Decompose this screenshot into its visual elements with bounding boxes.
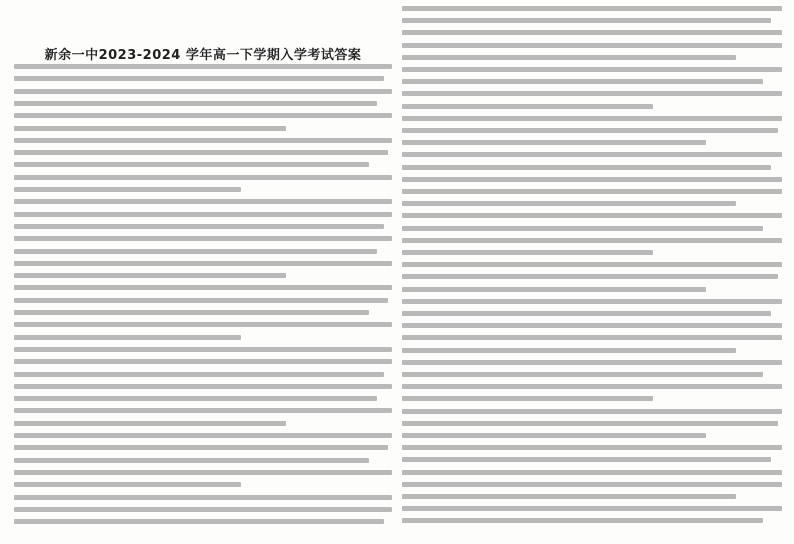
text-line-placeholder [14,150,388,155]
text-line-placeholder [14,126,286,131]
right-text-column [402,6,782,538]
text-line-placeholder [402,299,782,304]
text-line-placeholder [14,421,286,426]
text-line-placeholder [402,494,736,499]
text-line-placeholder [402,201,736,206]
text-line-placeholder [14,495,392,500]
text-line-placeholder [402,372,763,377]
text-line-placeholder [14,458,369,463]
text-line-placeholder [402,360,782,365]
text-line-placeholder [402,348,736,353]
text-line-placeholder [402,506,782,511]
text-line-placeholder [402,104,653,109]
text-line-placeholder [14,285,392,290]
text-line-placeholder [402,226,763,231]
text-line-placeholder [402,384,782,389]
text-line-placeholder [402,128,778,133]
text-line-placeholder [14,433,392,438]
text-line-placeholder [14,212,392,217]
text-line-placeholder [402,152,782,157]
text-line-placeholder [402,6,782,11]
document-title: 新余一中2023-2024 学年高一下学期入学考试答案 [44,48,362,63]
text-line-placeholder [14,445,388,450]
text-line-placeholder [14,89,392,94]
text-line-placeholder [14,249,377,254]
left-text-column [14,64,392,538]
text-line-placeholder [402,396,653,401]
text-line-placeholder [402,433,706,438]
text-line-placeholder [14,359,392,364]
text-line-placeholder [402,482,782,487]
text-line-placeholder [14,261,392,266]
text-line-placeholder [14,175,392,180]
text-line-placeholder [14,408,392,413]
text-line-placeholder [14,199,392,204]
text-line-placeholder [402,116,782,121]
text-line-placeholder [14,273,286,278]
text-line-placeholder [14,236,392,241]
text-line-placeholder [402,91,782,96]
text-line-placeholder [402,140,706,145]
text-line-placeholder [14,187,241,192]
text-line-placeholder [14,470,392,475]
text-line-placeholder [402,335,782,340]
text-line-placeholder [402,213,782,218]
text-line-placeholder [14,384,392,389]
text-line-placeholder [402,445,782,450]
text-line-placeholder [402,311,771,316]
text-line-placeholder [14,64,392,69]
text-line-placeholder [402,165,771,170]
text-line-placeholder [402,274,778,279]
text-line-placeholder [14,76,384,81]
text-line-placeholder [14,347,392,352]
text-line-placeholder [402,18,771,23]
text-line-placeholder [402,323,782,328]
text-line-placeholder [402,189,782,194]
text-line-placeholder [402,55,736,60]
text-line-placeholder [402,43,782,48]
text-line-placeholder [402,287,706,292]
text-line-placeholder [14,310,369,315]
text-line-placeholder [402,30,782,35]
text-line-placeholder [14,101,377,106]
text-line-placeholder [14,507,392,512]
text-line-placeholder [14,138,392,143]
text-line-placeholder [402,262,782,267]
text-line-placeholder [14,396,377,401]
text-line-placeholder [14,482,241,487]
text-line-placeholder [14,322,392,327]
text-line-placeholder [402,457,771,462]
text-line-placeholder [402,67,782,72]
text-line-placeholder [402,177,782,182]
text-line-placeholder [14,298,388,303]
text-line-placeholder [14,224,384,229]
text-line-placeholder [14,335,241,340]
text-line-placeholder [14,372,384,377]
text-line-placeholder [402,470,782,475]
text-line-placeholder [402,518,763,523]
text-line-placeholder [402,238,782,243]
text-line-placeholder [402,250,653,255]
text-line-placeholder [402,409,782,414]
text-line-placeholder [402,421,778,426]
text-line-placeholder [402,79,763,84]
text-line-placeholder [14,519,384,524]
text-line-placeholder [14,162,369,167]
text-line-placeholder [14,113,392,118]
